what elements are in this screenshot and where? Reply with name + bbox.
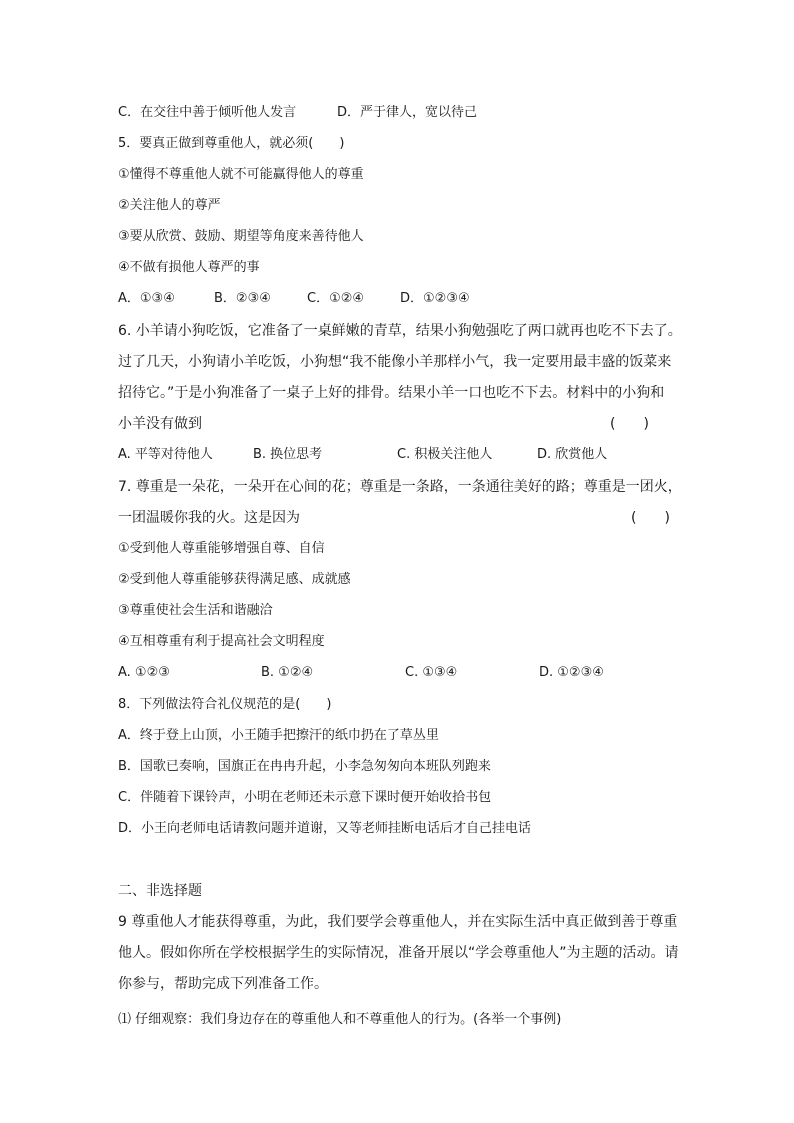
q8-option-d: D．小王向老师电话请教问题并道谢，又等老师挂断电话后才自己挂电话: [118, 821, 532, 836]
q8-option-c: C．伴随着下课铃声，小明在老师还未示意下课时便开始收拾书包: [118, 790, 492, 805]
q8-option-b: B．国歌已奏响，国旗正在冉冉升起，小李急匆匆向本班队列跑来: [118, 759, 491, 774]
question-6-line-1: 6. 小羊请小狗吃饭，它准备了一桌鲜嫩的青草，结果小狗勉强吃了两口就再也吃不下去了。: [118, 323, 682, 339]
q5-item-1: ①懂得不尊重他人就不可能赢得他人的尊重: [118, 167, 364, 182]
q6-option-b: B. 换位思考: [253, 447, 323, 462]
q5-item-2: ②关注他人的尊严: [118, 198, 221, 213]
question-9-line-3: 你参与，帮助完成下列准备工作。: [118, 976, 328, 992]
option-d-line: D．严于律人，宽以待己: [337, 105, 478, 120]
q6-option-a: A. 平等对待他人: [118, 447, 213, 462]
question-6-line-3: 招待它。”于是小狗准备了一桌子上好的排骨。结果小羊一口也吃不下去。材料中的小狗和: [118, 385, 665, 401]
q8-option-a: A．终于登上山顶，小王随手把擦汗的纸巾扔在了草丛里: [118, 728, 439, 743]
question-7-line-1: 7. 尊重是一朵花，一朵开在心间的花；尊重是一条路，一条通往美好的路；尊重是一团火，: [118, 479, 682, 495]
q7-item-4: ④互相尊重有利于提高社会文明程度: [118, 634, 325, 649]
q5-item-3: ③要从欣赏、鼓励、期望等角度来善待他人: [118, 229, 364, 244]
q5-option-d: D．①②③④: [400, 291, 470, 306]
q5-option-c: C．①②④: [307, 291, 365, 306]
q9-subquestion-1: ⑴ 仔细观察：我们身边存在的尊重他人和不尊重他人的行为。(各举一个事例): [118, 1012, 562, 1027]
q5-item-4: ④不做有损他人尊严的事: [118, 260, 260, 275]
q6-option-c: C. 积极关注他人: [397, 447, 493, 462]
question-8: 8．下列做法符合礼仪规范的是( ): [118, 697, 332, 712]
option-c-line: C．在交往中善于倾听他人发言: [118, 105, 297, 120]
question-9-line-2: 他人。假如你所在学校根据学生的实际情况，准备开展以“学会尊重他人”为主题的活动。请: [118, 945, 679, 961]
question-5: 5．要真正做到尊重他人，就必须( ): [118, 136, 345, 151]
q5-option-b: B．②③④: [214, 291, 271, 306]
question-9-line-1: 9 尊重他人才能获得尊重，为此，我们要学会尊重他人，并在实际生活中真正做到善于尊重: [118, 914, 678, 930]
question-6-line-2: 过了几天，小狗请小羊吃饭，小狗想“我不能像小羊那样小气，我一定要用最丰盛的饭菜来: [118, 354, 672, 370]
question-7-line-2: 一团温暖你我的火。这是因为: [118, 510, 300, 526]
q6-answer-paren: ( ): [610, 416, 649, 432]
q7-answer-paren: ( ): [631, 510, 670, 526]
q6-option-d: D. 欣赏他人: [537, 447, 608, 462]
q7-item-1: ①受到他人尊重能够增强自尊、自信: [118, 541, 325, 556]
q7-option-a: A. ①②③: [118, 665, 170, 680]
q7-option-d: D. ①②③④: [539, 665, 604, 680]
q5-option-a: A．①③④: [118, 291, 175, 306]
q7-item-3: ③尊重使社会生活和谐融洽: [118, 603, 273, 618]
q7-item-2: ②受到他人尊重能够获得满足感、成就感: [118, 572, 351, 587]
question-6-line-4: 小羊没有做到: [118, 416, 202, 432]
section-2-heading: 二、非选择题: [118, 883, 202, 899]
q7-option-c: C. ①③④: [405, 665, 458, 680]
q7-option-b: B. ①②④: [261, 665, 314, 680]
